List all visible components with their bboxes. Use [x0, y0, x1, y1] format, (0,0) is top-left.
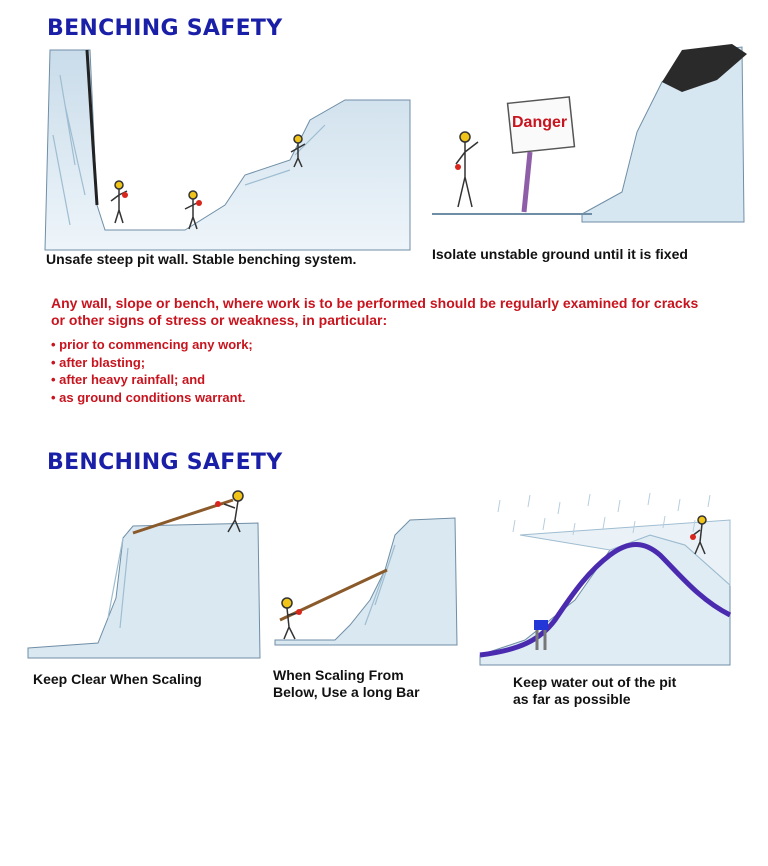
section2-heading: BENCHING SAFETY: [47, 450, 283, 475]
caption-scaling-below-line1: When Scaling From: [273, 667, 404, 683]
warning-intro: [51, 295, 741, 329]
caption-keep-clear: Keep Clear When Scaling: [33, 671, 202, 687]
caption-scaling-below: [273, 667, 420, 701]
warning-bullet: • prior to commencing any work;: [51, 337, 253, 352]
warning-intro-line2: or other signs of stress or weakness, in particular:: [51, 312, 388, 328]
caption-pit-wall: Unsafe steep pit wall. Stable benching system.: [46, 251, 357, 267]
caption-keep-water-out-line2: as far as possible: [513, 691, 631, 707]
keep-water-out-illustration: [480, 490, 732, 665]
caption-keep-water-out: [513, 674, 676, 708]
caption-isolate: Isolate unstable ground until it is fixed: [432, 246, 688, 262]
warning-bullet: • after heavy rainfall; and: [51, 372, 206, 387]
warning-intro-line1: Any wall, slope or bench, where work is to be performed should be regularly examined for cracks: [51, 295, 699, 311]
section1-heading: BENCHING SAFETY: [47, 16, 283, 41]
caption-keep-water-out-line1: Keep water out of the pit: [513, 674, 677, 690]
warning-bullet: • after blasting;: [51, 354, 146, 370]
isolate-unstable-ground-illustration: [432, 42, 752, 222]
keep-clear-scaling-illustration: [28, 488, 263, 658]
warning-bullet: • as ground conditions warrant.: [51, 389, 246, 405]
caption-scaling-below-line2: Below, Use a long Bar: [273, 684, 420, 700]
pit-wall-benching-illustration: [45, 45, 415, 250]
danger-sign-text: Danger: [512, 114, 568, 131]
scaling-from-below-illustration: [275, 515, 460, 645]
warning-bullet-list: [51, 336, 253, 406]
